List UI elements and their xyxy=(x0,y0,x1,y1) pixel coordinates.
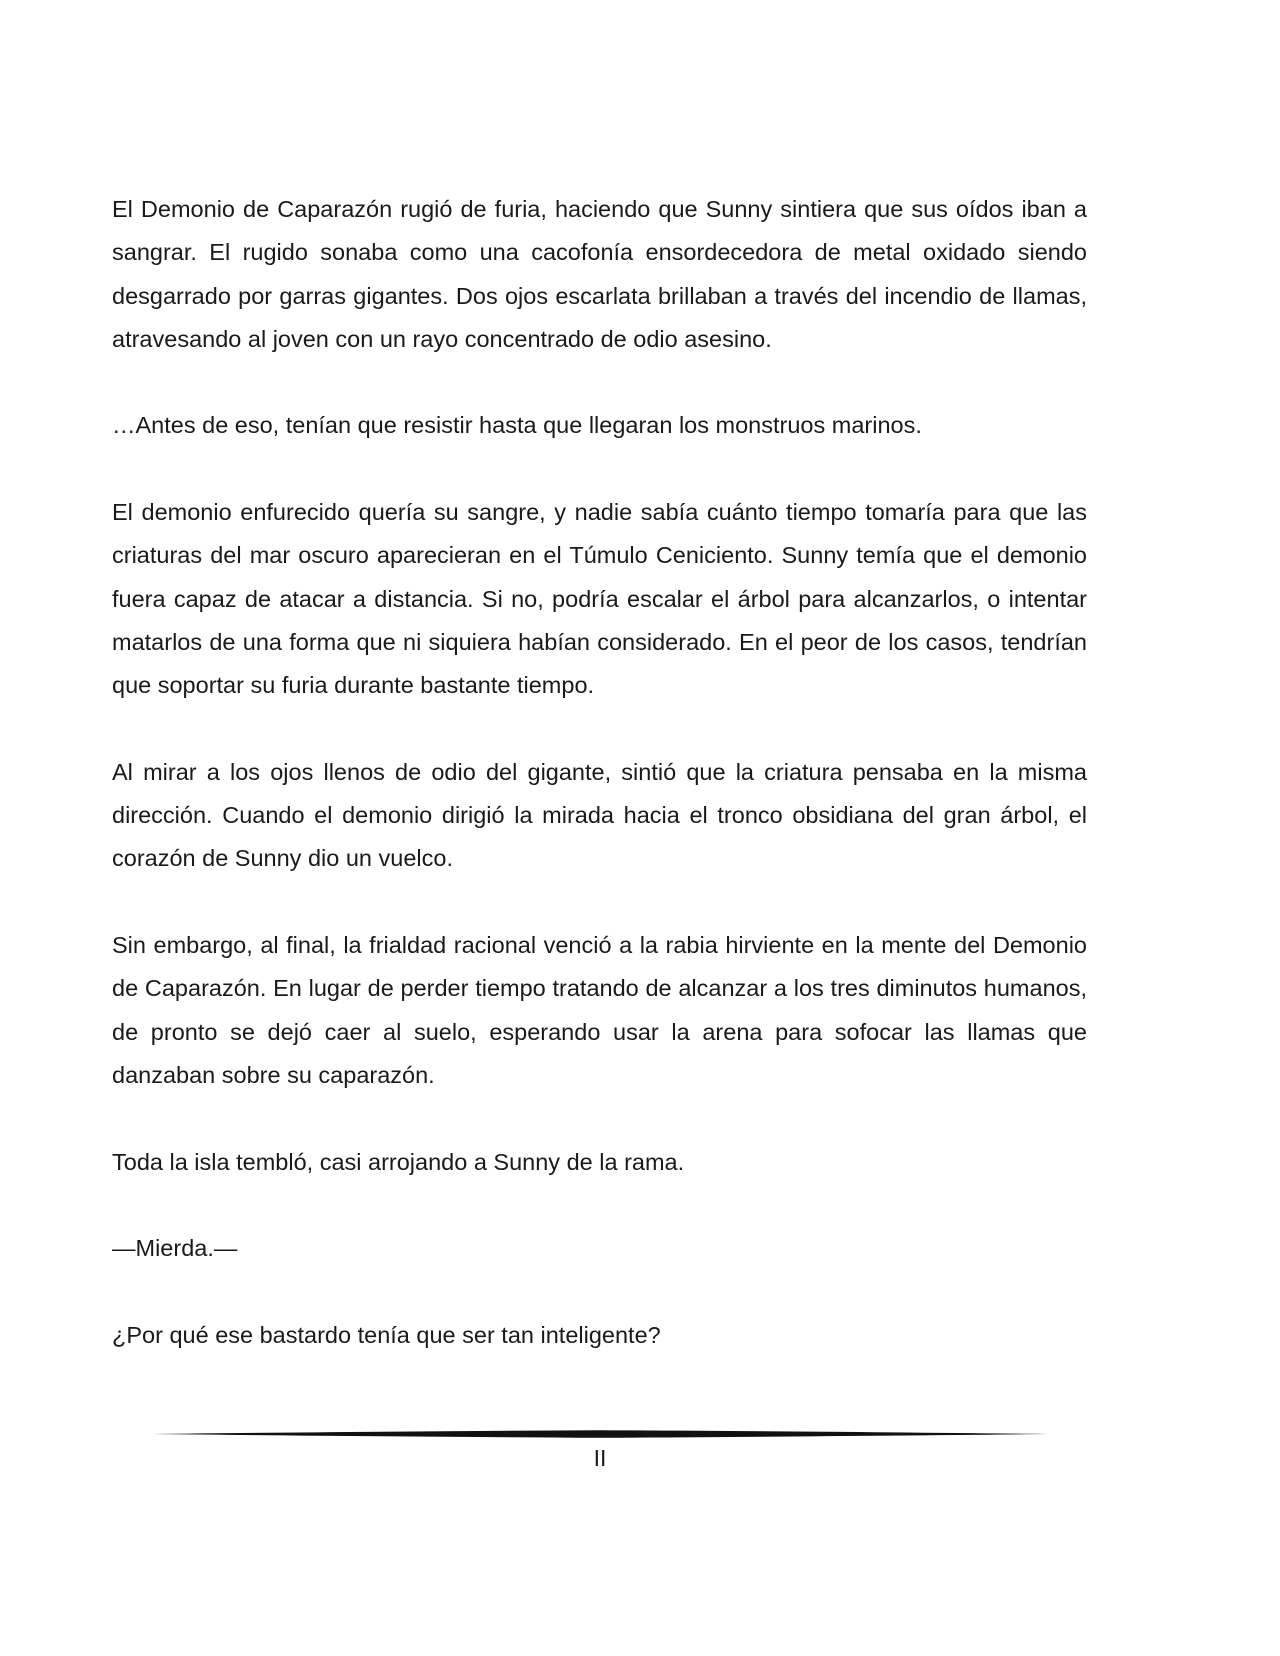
paragraph-2: …Antes de eso, tenían que resistir hasta que llegaran los monstruos marinos. xyxy=(112,412,922,439)
page-number: II xyxy=(593,1445,607,1471)
paragraph-3: El demonio enfurecido quería su sangre, y nadie sabía cuánto tiempo tomaría para que las criaturas del mar oscuro aparecieran en el Túmulo Ceniciento. Sunny temía que el demonio fuera capaz de atacar a distancia. Si no, podría escalar el árbol para alcanzarlos, o intentar matarlos de una forma que ni siquiera habían considerado. En el peor de los casos, tendrían que soportar su furia durante bastante tiempo. xyxy=(112,499,1087,699)
body-text xyxy=(112,188,1087,1400)
decorative-divider xyxy=(152,1429,1048,1439)
paragraph-7: —Mierda.— xyxy=(112,1235,238,1262)
paragraph-8: ¿Por qué ese bastardo tenía que ser tan inteligente? xyxy=(112,1321,661,1348)
paragraph-5: Sin embargo, al final, la frialdad racional venció a la rabia hirviente en la mente del Demonio de Caparazón. En lugar de perder tiempo tratando de alcanzar a los tres diminutos humanos, de pronto se dejó caer al suelo, esperando usar la arena para sofocar las llamas que danzaban sobre su caparazón. xyxy=(112,932,1087,1088)
paragraph-1: El Demonio de Caparazón rugió de furia, haciendo que Sunny sintiera que sus oídos iban a sangrar. El rugido sonaba como una cacofonía ensordecedora de metal oxidado siendo desgarrado por garras gigantes. Dos ojos escarlata brillaban a través del incendio de llamas, atravesando al joven con un rayo concentrado de odio asesino. xyxy=(112,196,1087,352)
paragraph-6: Toda la isla tembló, casi arrojando a Sunny de la rama. xyxy=(112,1148,685,1175)
paragraph-4: Al mirar a los ojos llenos de odio del gigante, sintió que la criatura pensaba en la misma dirección. Cuando el demonio dirigió la mirada hacia el tronco obsidiana del gran árbol, el corazón de Sunny dio un vuelco. xyxy=(112,758,1087,872)
